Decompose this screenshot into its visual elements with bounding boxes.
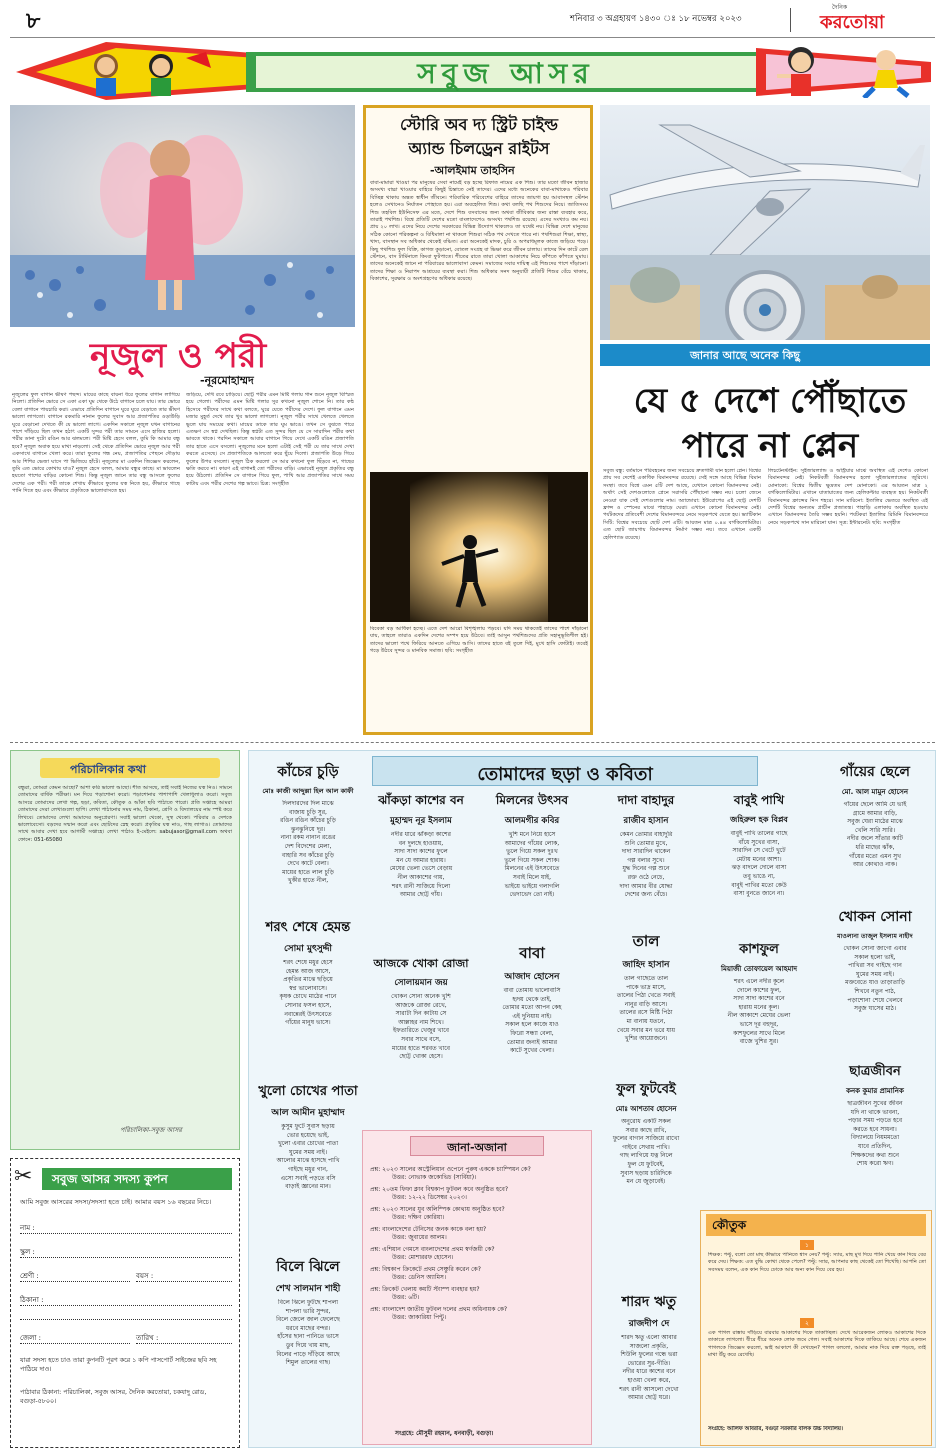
poem-line: পাকে ভাদ্র মাসে, [626, 983, 666, 991]
poem-title: বাবা [519, 944, 545, 962]
poem-line: কাশফুলের সাথে মিলে [733, 1029, 785, 1037]
kids-cartoon-icon [66, 48, 216, 96]
poem-line: কৃষক চোখে মাঠের পানে [279, 993, 337, 1001]
poem-line: ফুলের বাগান সাজিয়ে রাখো [612, 1135, 680, 1143]
poem-block [368, 955, 474, 1062]
poem-line: তোমার মতো আপন কেহ [502, 1004, 562, 1012]
poem-line: আমার ছোট্ট গাঁয়। [399, 891, 443, 899]
poem-author: মাওলানা তাজুল ইসলাম নাহীদ [837, 933, 913, 940]
poem-line: খুশি মনে নিয়ে হাসে [508, 831, 556, 838]
story2-title-line1: স্টোরি অব দ্য স্ট্রিট চাইল্ড [400, 115, 558, 134]
poem-line: দেখে কাটে বেলা। [287, 860, 329, 868]
quiz-question: প্রশ্ন: ২০২৩ সালের যুব অলিম্পিক কোথায় অনুষ্ঠিত হবে? [370, 1206, 505, 1213]
poem-line: বাজায় চুড়ি সুর, [289, 808, 327, 816]
poem-line: খুশির আয়োজনে। [624, 1035, 668, 1043]
poem-line: গাইছে মধুর গান, [288, 1165, 328, 1173]
poem-line: দোলে কাশের ফুল, [737, 986, 781, 994]
coupon-field-district[interactable] [20, 1332, 130, 1344]
poem-line: সবুজ ঘেরা মাঠের মাঝে [847, 818, 903, 826]
poem-line: বিলে জেলে জাল ফেলেছে [276, 1316, 340, 1324]
poem-line: আজকে রোজা রেখে, [395, 1001, 447, 1009]
poem-line: রঙিন রঙিন কাঁচের চুড়ি [280, 817, 336, 825]
poem-lines [254, 1123, 362, 1192]
poem-line: কেমন তোমার বাহাদুরি [619, 831, 673, 838]
poem-line: বিলের পাড়ে দাঁড়িয়ে আছে [276, 1350, 340, 1358]
poem-line: আমাদের গাঁয়ের লোক, [504, 839, 560, 847]
quiz-question: প্রশ্ন: বাংলাদেশ জাতীয় ফুটবল দলের প্রথম অধিনায়ক কে? [370, 1306, 508, 1313]
poem-line: স্বপ্ন ভালোবাসে। [289, 984, 327, 992]
poem-line: খুকীর হাতে নীল, [287, 877, 329, 885]
poem-title: দাদা বাহাদুর [617, 793, 675, 807]
poem-line: শরৎ রানী সাজিয়ে দিলো [391, 882, 451, 890]
poem-author: আলমগীর কবির [504, 816, 560, 826]
poem-block [818, 905, 932, 1014]
poem-author: মো. আল মামুন হোসেন [841, 788, 909, 796]
section-banner [16, 42, 931, 100]
poem-line: বাড়াই জ্ঞানের মান। [285, 1183, 331, 1191]
story2-body-2: বিবেকা বড় আধিকা হচ্ছে। এতে দেশ আরো বিশৃঙ্খলায় পড়বে। যদি সময় থাকতেই তাদের পাশে দাঁড়ানো যায়, তাহলে তারাও একদিন দেশের সম্পদ হয়ে উঠবে। তাই আসুন পথশিশুদের প্রতি সহানুভূতিশীল হই। তাদের ভালো পথে ফিরিয়ে আনতে এগিয়ে আসি। তাদের হাতে বই তুলে দিই, মুখে হাসি ফোটাই। তবেই গড়ে উঠবে সুন্দর ও মানবিক সমাজ। ছবি: সংগৃহীত [370, 626, 588, 655]
poem-line: বিদ্যালয়ে নিয়মমতো [850, 1134, 900, 1142]
jokes-title: কৌতুক [712, 1218, 747, 1232]
poem-line: ঝুনঝুনিয়ে দূর। [290, 825, 326, 833]
quiz-answer: উত্তর: নোভাক জকোভিচ (সার্বিয়া)। [392, 1174, 477, 1181]
logo-name: করতোয়া [820, 12, 885, 33]
coupon-note-1: যারা সদস্য হতে চাও তারা কুপনটি পূরণ করে ১ কপি পাসপোর্ট সাইজের ছবি সহ পাঠিয়ে দাও। [20, 1357, 217, 1373]
poem-line: ভুলে গিয়ে সকল শোক। [504, 856, 560, 864]
poem-line: বিলে ঝিলে ফুটছে শাপলা [277, 1299, 339, 1306]
quiz-answer: উত্তর: মোশাররফ হোসেন। [392, 1254, 454, 1261]
poem-line: ডুব দিয়ে খায় মাছ, [285, 1341, 331, 1349]
fairy-girl-icon [10, 105, 355, 327]
poem-line: ইফতারিতে খেজুর খাবে [393, 1027, 449, 1035]
poem-block [592, 792, 700, 900]
poem-line: যদি না থাকে ভাবনা, [850, 1108, 900, 1116]
editor-note-body: বন্ধুরা, তোমরা কেমন আছো? আশা করি ভালো আছো। শীত আসছে, তাই সবাই নিজের যত্ন নিও। সামনে তোমাদের বার্ষিক পরীক্ষা। মন দিয়ে পড়াশোনা করো। পড়াশোনার পাশাপাশি খেলাধুলাও করো। সবুজ আসরে তোমাদের লেখা গল্প, ছড়া, কবিতা, কৌতুক ও আঁকা ছবি পাঠাতে পারো। প্রতি সপ্তাহে আমরা তোমাদের সেরা লেখাগুলো ছাপি। লেখা পাঠানোর সময় নাম, ঠিকানা, শ্রেণি ও বিদ্যালয়ের নাম স্পষ্ট করে লিখবে। তোমাদের লেখা আমাদের অনুপ্রেরণা। সবাই ভালো থেকো, সুস্থ থেকো। পরিবার ও দেশকে ভালোবেসো। বড়দের সম্মান করো এবং ছোটদের স্নেহ করো। প্রকৃতির যত্ন নাও, গাছ লাগাও। তোমাদের সাথে আবার দেখা হবে আগামী সপ্তাহে। লেখা পাঠাও ই-মেইলে: sabujasor@gmail.com অথবা ফোনে: 051-65080 [18, 785, 232, 843]
quiz-answer: উত্তর: ডেনিস অ্যামিস। [392, 1274, 447, 1281]
coupon-field-date[interactable] [136, 1332, 232, 1344]
poem-line: তালের পিঠা খেতে সবাই [616, 992, 676, 1000]
coupon-field-name[interactable] [20, 1222, 232, 1234]
poems-header: তোমাদের ছড়া ও কবিতা [477, 764, 653, 785]
poem-line: ঝড় বাদলে দোলে বাসা [731, 864, 787, 872]
poem-title: ঝাঁকড়া কাশের বন [378, 793, 464, 807]
poem-line: সকাল হলে কাজে যাও [505, 1021, 559, 1029]
poem-lines [592, 1118, 700, 1187]
poem-lines [604, 1334, 694, 1403]
poem-author: মিয়াজী তোফায়েল আহমাদ [720, 965, 798, 973]
poem-line: বাবুই পাখি তালের গাছে [730, 830, 788, 837]
poem-author: শেখ সালমান শাহী [275, 1284, 341, 1294]
boy-running-cartoon-icon [856, 48, 916, 98]
jokes-credit: সংগ্রহে: আলিফ আবরার, বগুড়া সরকারি বালক উচ্চ বিদ্যালয়। [708, 1426, 843, 1432]
poem-line: নদীর ধারে ঝাঁকড়া কাশের [391, 831, 451, 838]
poem-line: গল্প বলার সুখে। [627, 856, 665, 864]
quiz-question: প্রশ্ন: ২০তম ফিফা ক্লাব বিশ্বকাপ ফুটবল কবে অনুষ্ঠিত হবে? [370, 1186, 509, 1193]
poem-line: নানুর বাড়ি আসে। [624, 1000, 668, 1008]
poem-line: গাঁয়ের মতো এমন সুখ [848, 852, 901, 860]
airplane-photo [600, 105, 930, 340]
joke-number-badge [800, 1318, 814, 1328]
coupon-field-label: বয়স : [136, 1272, 154, 1280]
coupon-note-2: পাঠাবার ঠিকানা: পরিচালিকা, সবুজ আসর, দৈনিক করতোয়া, চকযাদু রোড, বগুড়া-৫৮০০। [20, 1389, 207, 1405]
poem-line: ঘুমের সময় নাই। [856, 970, 894, 978]
poem-line: ভাসে দূর বহুদূর, [739, 1020, 779, 1028]
story3-kicker: জানার আছে অনেক কিছু [690, 349, 800, 362]
poem-line: মায়ের হাতে লাল চুড়ি [282, 868, 334, 876]
poem-title: খুলো চোখের পাতা [258, 1084, 358, 1099]
coupon-field-label: নাম : [20, 1224, 35, 1232]
poem-line: বাসা বুনতে জানে না। [733, 890, 785, 898]
quiz-answer: উত্তর: জাকারিয়া পিন্টু। [392, 1314, 447, 1321]
poem-line: আর কোথাও নাক। [852, 861, 898, 869]
quiz-answer: উত্তর: জুবায়ের আলম। [392, 1234, 447, 1241]
poem-title: মিলনের উৎসব [495, 793, 569, 807]
poem-line: গাঁয়ের ছেলে আমি যে ভাই [843, 801, 907, 808]
poem-author: রাজদীপ দে [628, 1319, 670, 1329]
coupon-field-age[interactable] [136, 1270, 232, 1282]
poem-line: হেমন্ত আজ আসে, [285, 967, 331, 975]
poem-author: সোমা মুৎসুদ্দী [284, 944, 332, 954]
poem-line: রক্ত ওঠে নেচে, [627, 873, 665, 881]
poem-line: দাদা আমার বীর যোদ্ধা [619, 882, 673, 890]
poem-block [254, 1255, 362, 1368]
poem-line: খুলো এবার চোখের পাতা [277, 1140, 339, 1148]
poem-line: ধরি মাছের ঝাঁক, [855, 843, 895, 851]
poem-block [705, 792, 813, 899]
editor-note-sign: পরিচালিকা-সবুজ আসর [120, 1126, 182, 1134]
story3-title-line2: পারে না প্লেন [681, 426, 859, 466]
coupon-field-label: জেলা : [20, 1334, 41, 1342]
poem-line: শুনি তোমার মুখে, [624, 839, 668, 847]
poem-line: শরৎ রানী আসলো দেখো [619, 1385, 679, 1393]
coupon-field-school[interactable] [20, 1246, 232, 1258]
poem-title: শরৎ শেষে হেমন্ত [265, 920, 351, 935]
poem-line: যুদ্ধ দিনের গল্প শুনে [622, 865, 670, 873]
poem-title: শারদ ঋতু [621, 1294, 677, 1310]
quiz-title: জানা-অজানা [447, 1141, 507, 1154]
poem-line: সাদা সাদা কাশের বনে [733, 995, 785, 1003]
poem-line: কাটে সুখের খেলা। [510, 1047, 554, 1055]
quiz-question: প্রশ্ন: বাংলাদেশের টেনিসের জনক কাকে বলা হয়? [370, 1226, 487, 1233]
poem-line: সোনার ফসল হাসে, [284, 1001, 332, 1009]
girl-cartoon-icon [771, 44, 831, 98]
poem-line: বাহারি সব কাঁচের চুড়ি [281, 851, 335, 859]
poem-line: নদীর জলে সাঁতার কাটি [847, 835, 903, 843]
quiz-question: প্রশ্ন: বিশ্বকাপ ক্রিকেটে প্রথম সেঞ্চুরি করেন কে? [370, 1266, 481, 1273]
poem-line: শারদ ঋতু এলো আবার [621, 1334, 677, 1341]
scissors-icon: ✂ [14, 1164, 33, 1189]
poem-line: কুসুম ফুটে সুবাস ছড়ায় [281, 1123, 335, 1130]
poem-lines [818, 945, 932, 1014]
poem-title: আজকে খোকা রোজা [373, 957, 469, 970]
poem-line: ছোট্ট খোকা হেসে। [399, 1053, 443, 1061]
poem-line: দেশের জন্য বেঁচে। [624, 891, 668, 899]
poem-line: শোধ করো ঋণ। [856, 1160, 894, 1168]
joke-number: ২ [805, 1320, 809, 1327]
poem-block [818, 760, 932, 870]
poem-line: মন যে জুড়াবেই। [626, 1178, 666, 1186]
quiz-credit: সংগ্রহে: মৌসুমী রহমান, ধনবাড়ী, বগুড়া। [395, 1430, 494, 1437]
poem-line: সাজলো প্রকৃতি, [629, 1342, 669, 1350]
coupon-field-class[interactable] [20, 1270, 130, 1282]
poem-line: দিলদারদের দিল মাঝে [282, 800, 334, 807]
poem-line: ফিরো সন্ধ্যা বেলা, [510, 1029, 554, 1037]
story2-title-line2: অ্যান্ড চিলড্রেন রাইটস [408, 139, 550, 158]
poem-line: সবুজ ঘাসের মাঠ। [853, 1005, 897, 1013]
poem-block [604, 1290, 694, 1403]
poem-line: গ্রামে আমার বাড়ি, [852, 809, 898, 817]
poem-line: বাঁধে সুখের বাসা, [738, 838, 780, 846]
quiz-answer: উত্তর: ১২-২২ ডিসেম্বর ২০২৩। [392, 1194, 467, 1201]
poem-line: ভুলে গিয়ে সকল দুঃখ [506, 848, 558, 856]
poem-line: পাখিরা সব গাইছে গান [848, 962, 902, 970]
joke-1: শিক্ষক: পল্টু, বলো তো মাছ কীভাবে পানিতে শ্বাস নেয়? পল্টু: স্যার, মাছ মুখ দিয়ে পানি খেয়ে কান দিয়ে বের করে দেয়। শিক্ষক: এত বুদ্ধি কোথা থেকে পেলে? পল্টু: স্যার, আপনার কাছ থেকেই তো শিখেছি। আপনি তো সবসময় বলেন, এক কান দিয়ে ঢোকে আর অন্য কান দিয়ে বের হয়। [708, 1252, 926, 1273]
poem-line: তোমার জন্যই আমার [506, 1038, 558, 1046]
poem-line: আমার ছোট্ট ঘরে। [627, 1394, 671, 1402]
poem-block [705, 940, 813, 1047]
poem-block [480, 942, 584, 1056]
poem-block [480, 792, 584, 900]
poem-title: খোকন সোনা [838, 909, 912, 925]
header-divider [790, 8, 791, 32]
poem-lines [368, 831, 474, 900]
coupon-intro: আমি সবুজ আসরের সদস্য/সদস্যা হতে চাই। আমার বয়স ১৬ বছরের নিচে। [20, 1198, 212, 1206]
staircase-circle [727, 272, 803, 340]
poem-line: ভাইয়ে ভাইয়ে গলাগলি [504, 882, 560, 890]
story3-column-2: লিচটেনস্টাইন: সুইজারল্যান্ড ও অস্ট্রিয়ার মাঝে অবস্থিত এই দেশেও কোনো বিমানবন্দর নেই। নিকটবর্তী বিমানবন্দর হলো সুইজারল্যান্ডের জুরিখে। মোনাকো: বিশ্বের দ্বিতীয় ক্ষুদ্রতম দেশ মোনাকো। এর আয়তন মাত্র ২ বর্গকিলোমিটার। এখানে যাতায়াতের জন্য হেলিকপ্টার ব্যবহৃত হয়। নিকটবর্তী বিমানবন্দর ফ্রান্সের নিস শহরে। সান মারিনো: ইতালির ভেতরে অবস্থিত এই দেশটি বিশ্বের অন্যতম প্রাচীন প্রজাতন্ত্র। পাহাড়ি এলাকায় অবস্থিত হওয়ায় এখানে বিমানবন্দর তৈরি সম্ভব হয়নি। পর্যটকরা ইতালির রিমিনি বিমানবন্দরে নেমে সড়কপথে সান মারিনো যান। সূত্র: ইন্টারনেট। ছবি: সংগৃহীত [768, 468, 928, 526]
poem-title: বাবুই পাখি [733, 793, 785, 807]
poem-title: কাঁচের চুড়ি [277, 764, 339, 780]
poem-author: জাহিদ হাসান [622, 960, 670, 970]
date-line: শনিবার ৩ অগ্রহায়ণ ১৪৩০ ঃ ১৮ নভেম্বর ২০২৩ [570, 14, 742, 24]
poem-line: হাঁসের ছানা পানিতে ভাসে [277, 1333, 339, 1341]
poem-line: সাদা সাদা কাশের ফুলে [394, 848, 448, 856]
poem-lines [705, 830, 813, 899]
fairy-photo [10, 105, 355, 327]
poem-line: মেটায় মনের আশা। [736, 855, 782, 863]
poem-line: হারায় মনের কূল। [738, 1003, 780, 1011]
poem-line: তাল গাছেতে তাল [624, 975, 668, 982]
poem-line: গাঁয়ের মানুষ ভাসে। [285, 1019, 331, 1027]
poem-line: মিলনের এই উৎসবেতে [504, 865, 560, 873]
coupon-field-label: শ্রেণী : [20, 1272, 39, 1280]
poem-line: নীল আকাশে মেঘের ভেলা [727, 1012, 791, 1020]
quiz-answer: উত্তর: ৬টি। [392, 1294, 420, 1301]
poem-line: মন যে আমার হারায়। [396, 856, 446, 864]
poem-line: ভোরের সুর-গীতি। [627, 1359, 671, 1367]
boy-silhouette-icon [370, 472, 588, 622]
poem-line: সুবাস ছড়ায় চারিদিকে [620, 1169, 672, 1177]
poem-line: শাপলা ভারি সুন্দর, [285, 1307, 331, 1315]
poem-line: তালের রসে মিষ্টি পিঠা [619, 1009, 673, 1017]
street-child-photo [370, 472, 588, 622]
coupon-field-address-2[interactable] [20, 1310, 232, 1320]
quiz-answer: উত্তর: দক্ষিণ কোরিয়া। [392, 1214, 445, 1221]
story1-title: নূজুল ও পরী [90, 336, 267, 376]
poem-line: গাছ লাগিয়ে যত্ন নিলে [619, 1152, 673, 1160]
coupon-title: সবুজ আসর সদস্য কুপন [52, 1172, 168, 1186]
story3-column-1: সবুজ বন্ধু: বর্তমানে পরিবহনের জন্য সবচেয়ে দ্রুতগামী যান হলো প্লেন। বিশ্বের প্রায় সব দেশেই একাধিক বিমানবন্দর রয়েছে। সেই সঙ্গে আছে বিভিন্ন বিমান সংস্থা। তবে বিশ্বে এমন ৫টি দেশ আছে, যেখানে কোনো বিমানবন্দর নেই। অর্থাৎ সেই দেশগুলোতে প্লেনে সরাসরি পৌঁছানো সম্ভব নয়। চলো জেনে নেওয়া যাক সেই দেশগুলোর নাম। অ্যান্ডোরা: ইউরোপের এই ছোট্ট দেশটি ফ্রান্স ও স্পেনের মাঝে পাহাড়ে ঘেরা। এখানে কোনো বিমানবন্দর নেই। পর্যটকদের প্রতিবেশী দেশের বিমানবন্দরে নেমে সড়কপথে যেতে হয়। ভ্যাটিকান সিটি: বিশ্বের সবচেয়ে ছোট দেশ এটি। আয়তন মাত্র ০.৪৪ বর্গকিলোমিটার। এত ছোট জায়গায় বিমানবন্দর নির্মাণ সম্ভব নয়। তবে এখানে একটি হেলিপ্যাড রয়েছে। [603, 468, 761, 541]
poem-line: পড়ার সময় পড়তে হবে [847, 1117, 903, 1125]
poem-line: আল্লাহর নাম শিখে। [398, 1018, 444, 1026]
poem-line: আলোর মাঝে হাসছে পাখি [276, 1157, 340, 1165]
poem-author: সোলায়মান জয় [394, 978, 448, 988]
poem-line: নবান্নেরই উৎসবেতে [284, 1010, 332, 1018]
poem-author: আল আমীন মুহাম্মাদ [271, 1108, 345, 1118]
poem-block [592, 930, 700, 1044]
poem-block [254, 918, 362, 1028]
poem-line: খেলি সারি সারি। [855, 826, 895, 834]
coupon-field-label: তারিখ : [136, 1334, 159, 1342]
poem-line: বাবা তোমায় ভালোবাসি [503, 987, 561, 994]
coupon-field-label: ঠিকানা : [20, 1296, 44, 1304]
poem-block [592, 1080, 700, 1187]
poem-line: মেঘের ভেলা ভেসে বেড়ায় [389, 865, 453, 873]
poem-line: শিক্ষকদের কথা শুনে [851, 1151, 899, 1159]
poem-lines [705, 978, 813, 1047]
poem-line: সারাদিন সে খেটে খুটে [732, 847, 786, 855]
poem-line: সারাটা দিন কাটায় সে [395, 1010, 447, 1018]
coupon-field-address[interactable] [20, 1294, 232, 1306]
poem-line: দাদা সারাদিন থাকেন [621, 848, 671, 856]
poem-lines [254, 959, 362, 1028]
quiz-question: প্রশ্ন: ২০২৩ সালের অস্ট্রেলিয়ান ওপেনে পুরুষ এককে চ্যাম্পিয়ন কে? [370, 1166, 531, 1173]
poem-line: ভোর হয়েছে ভাই, [286, 1131, 330, 1139]
poem-lines [480, 831, 584, 900]
poem-line: মা বানায় যতনে, [626, 1017, 666, 1025]
poem-line: শিখবে নতুন পাঠ, [854, 987, 896, 995]
joke-2: এক পাগল রাস্তায় দাঁড়িয়ে বারবার আকাশের দিকে তাকাচ্ছিল। দেখে আরেকজন লোকও আকাশের দিকে তাকাতে লাগলো। ধীরে ধীরে অনেক লোক জমে গেল। সবাই আকাশের দিকে তাকিয়ে আছে। শেষে একজন পাগলকে জিজ্ঞেস করলো, ভাই আকাশে কী দেখছেন? পাগল বললো, আমার নাক দিয়ে রক্ত পড়ছে, তাই মাথা উঁচু করে রেখেছি। [708, 1330, 926, 1359]
airplane-icon [600, 105, 930, 340]
poem-author: আজাদ হোসেন [504, 972, 560, 982]
poem-line: দেশ বিদেশের মেলা, [284, 842, 332, 850]
poem-author: মোঃ কাজী আব্দুল্লা হিল আল কাফী [262, 787, 354, 795]
poem-lines [254, 1299, 362, 1368]
logo-small-text: দৈনিক [832, 4, 848, 11]
poem-title: ছাত্রজীবন [849, 1064, 901, 1079]
poem-line: পড়াশোনা শেষে খেলবে [847, 996, 903, 1004]
story1-author: -নূরমোহাম্মদ [200, 374, 254, 387]
poem-line: ধরবে মাছের বন্দর। [285, 1324, 331, 1332]
story2-author: -আলইমাম তাহসিন [430, 164, 515, 177]
poem-lines [480, 987, 584, 1056]
poem-lines [368, 993, 474, 1062]
poem-line: সবার সাথে বসে, [401, 1035, 441, 1043]
poem-line: এসো সবাই পড়তে বসি [280, 1174, 336, 1182]
poem-line: বাজে খুশির সুর। [739, 1038, 779, 1046]
poem-line: ছাত্রজীবন সুখের জীবন [847, 1100, 903, 1107]
poem-title: বিলে ঝিলে [276, 1259, 340, 1275]
newspaper-logo [802, 2, 942, 36]
poem-block [368, 792, 474, 900]
poem-line: নানা রকম নানান রঙের [280, 834, 336, 842]
poem-title: গাঁয়ের ছেলে [840, 764, 910, 780]
poem-lines [818, 801, 932, 870]
poem-author: মোঃ আশতাব হোসেন [615, 1105, 677, 1113]
poem-line: করতে হবে সাধনা। [853, 1125, 897, 1133]
joke-number-badge [800, 1240, 814, 1250]
section-title: সবুজ আসর [417, 57, 595, 90]
poem-line: এই দুনিয়ায় নাই। [512, 1012, 552, 1020]
poem-line: নদীর ধারে কাশের বনে [622, 1368, 676, 1376]
poem-block [818, 1062, 932, 1169]
story1-column-2: জড়িয়ে, দেখি রবে চাড়িয়ে। ছোট্ট পরীর এমন মিষ্টি গলায় গান শুনে নূজুল বিস্মিত হয়ে গেলো। পরীদের এমন মিষ্টি গলার সুর কখনো নূজুল শোনে নি। তার কন্ঠ হিসেবে পরীদের সাথে কথা বলতে, ঘুরে যেতে পরীদের দেশে। ফুল বাগানে এমন মজার মুহূর্ত দেখে তার খুব ভালো লাগলো। নূজুল পরীর সাথে খেলতে খেলতে ভুলে যায় সময়ের কথা। মায়ের ডাকে তার ঘুম ভাঙে। তখন সে বুঝতে পারে এতক্ষণ সে স্বপ্ন দেখছিল। কিন্তু স্বপ্নটা এত সুন্দর ছিল যে সে সারাদিন পরীর কথা ভাবতে থাকে। পরদিন সকালে আবার বাগানে গিয়ে দেখে একটি রঙিন প্রজাপতি তার হাতে এসে বসলো। নূজুলের মনে হলো এটাই সেই পরী যে তার সাথে দেখা করতে এসেছে। সে প্রজাপতিকে আলতো করে ছুঁয়ে দিলো। প্রজাপতি উড়ে গিয়ে ফুলের উপর বসলো। নূজুল ঠিক করলো সে আর কখনো ফুল ছিঁড়বে না, গাছের ক্ষতি করবে না। কারণ এই বাগানই তো পরীদের বাড়ি। এভাবেই নূজুল প্রকৃতির বন্ধু হয়ে উঠলো। প্রতিদিন সে বাগানে গিয়ে ফুল, পাখি আর প্রজাপতির সাথে সময় কাটায় এবং পরীর দেশের গল্প ভাবে। চিত্র: সংগৃহীত [186, 392, 354, 487]
poem-line: সবাই মিলে যাই, [512, 873, 552, 881]
quiz-question: প্রশ্ন: এশিয়ান গেমসে বাংলাদেশের প্রথম স্বর্ণজয়ী কে? [370, 1246, 495, 1253]
poem-author: জহিরুল হক বিপ্লব [730, 815, 788, 824]
poem-line: সকাল হলো ভাই, [854, 953, 896, 961]
poem-line: হৃদয় থেকে তাই, [512, 995, 552, 1003]
poem-author: মুহাম্মদ নূর ইসলাম [390, 816, 452, 826]
poem-block [254, 1082, 362, 1192]
quiz-list [370, 1162, 586, 1424]
poem-author: রাজীব হাসান [623, 816, 669, 826]
poem-lines [254, 800, 362, 886]
joke-number: ১ [805, 1242, 809, 1249]
poem-lines [592, 975, 700, 1044]
header-rule [10, 37, 935, 38]
poem-block [254, 760, 362, 886]
poem-line: শিউলি ফুলের গন্ধে ভরা [620, 1351, 678, 1359]
poem-line: খেয়ে সবার মন ভরে যায় [616, 1026, 676, 1034]
poem-line: হাওয়া খেলা করে, [627, 1376, 671, 1384]
poem-line: খোকন সোনা অনেক খুশি [391, 993, 451, 1000]
poem-line: তবু ভাঙে না, [743, 872, 775, 880]
section-divider [10, 742, 935, 745]
coupon-field-label: স্কুল : [20, 1248, 35, 1256]
quiz-question: প্রশ্ন: ক্রিকেট খেলায় কয়টি স্ট্যাম্প ব্যবহার হয়? [370, 1286, 480, 1293]
story1-column-1: নূজুলের ফুল বাগান ভীষণ পছন্দ। মায়ের কাছে বায়না ধরে ফুলের বাগান লাগিয়ে নিলো। প্রতিদিন ভোরে সে একা একা ঘুম থেকে উঠে বাগানে চলে যায়। তার ভোরে বেলা বাগানে পায়চারি করা। এভাবে প্রতিদিন বাগানে ঘুরে ঘুরে বেড়াতে তার ভীষণ ভালো লাগতো। বাগানে রকমারি নানান ফুলের সুবাস আর প্রজাপতির ওড়াউড়ি ঘুরে বেড়ানো দেখতে কী যে ভালো লাগে। একদিন সকালে নূজুল যখন বাগানের পাশে দাঁড়িয়ে ছিল তখন হঠাৎ একটি সুন্দর পরী তার সামনে এসে হাজির হলো। পরীর ডানা দুটো রঙিন আর ঝলমলে। পরী মিষ্টি হেসে বলল, তুমি কি আমার বন্ধু হবে? নূজুল অবাক হয়ে মাথা নাড়লো। সেই থেকে প্রতিদিন ভোরে নূজুল আর পরী একসাথে বাগানে খেলা করে। তারা ফুলের গন্ধ নেয়, প্রজাপতির পেছনে দৌড়ায় আর শিশির ভেজা ঘাসে পা ভিজিয়ে হাঁটে। নূজুলের মা একদিন জিজ্ঞেস করলেন, তুমি এত ভোরে কোথায় যাও? নূজুল হেসে বলল, আমার বন্ধুর কাছে। মা ভাবলেন হয়তো পাশের বাড়ির কোনো শিশু। কিন্তু নূজুল জানে তার বন্ধু আসলে ফুলের দেশের এক পরী। পরী তাকে শেখায় কীভাবে ফুলের যত্ন নিতে হয়, কীভাবে গাছে পানি দিতে হয় এবং কীভাবে প্রকৃতিকে ভালোবাসতে হয়। [12, 392, 180, 495]
poem-title: ফুল ফুটবেই [616, 1082, 676, 1097]
poem-line: ঘুমের সময় নাই। [289, 1148, 327, 1156]
poem-line: ফুল যে ফুটবেই, [627, 1160, 665, 1168]
poem-line: শিমুল তালের গাছ। [285, 1359, 331, 1367]
poem-line: গাইবে সেথায় পাখি। [622, 1143, 670, 1151]
poem-line: মক্তবেতে যাও তাড়াতাড়ি [845, 979, 905, 987]
editor-note-title: পরিচালিকার কথা [70, 763, 146, 776]
poem-line: সবার কাছে রাখি, [625, 1126, 667, 1134]
poem-author: কনক কুমার প্রামানিক [846, 1087, 904, 1095]
poem-line: নীল আকাশের গায়, [397, 873, 445, 881]
poem-line: বাবুই পাখির মতো কেউ [731, 881, 787, 889]
poem-lines [592, 831, 700, 900]
poem-line: প্রকৃতির মাঝে ছড়িয়ে [283, 976, 333, 984]
poem-line: বন দুলছে হাওয়ায়, [398, 839, 444, 847]
poem-line: অনুরোধ একটি সকল [621, 1118, 671, 1125]
poem-lines [818, 1100, 932, 1169]
poem-line: শরৎ শেষে মধুর হেসে [283, 959, 333, 966]
poem-line: ভেদাভেদ তো নাই। [509, 891, 555, 899]
poem-line: খোকন সোনা জাগো এবার [843, 945, 907, 952]
poem-line: মায়ের হাতে শরবত খাবে [392, 1044, 450, 1052]
story3-title-line1: যে ৫ দেশে পৌঁছাতে [633, 381, 907, 421]
story2-body: বাবা-মামারা খাওয়া পর মানুষের সেবা নামেই বড় হচ্ছে রিফাত নামের এক শিশু। তার মতো জীবন হাজার অসংখ্য বাচ্চা খাওয়ার বাহিরে কিছুই চিন্তাতে নেই তাদের। এদের মধ্যে অনেকের বাবা-মাথাকেও পরিবার বিচ্ছিন্ন থাকায় অন্তত স্বাধীন জীবনে। পরিবারিক পরিবেশের বাহিরে তাদের জায়গা হয় আবাসস্থল স্টেশন হলেও সেখানেও নির্যাতন পোহাতে হয়। এরা অবহেলিত শিশু। কথা বলছি পথ শিশুদের নিয়ে। জাতিসংঘ শিশু তহবিল ইউনিসেফ এর মতে, দেশে শিশু বসবাসের জন্য অথবা জীবিকার জন্য রাস্তা ব্যবহার করে, তারাই পথশিশু। বিশ্বে প্রতিটি দেশের মতো বাংলাদেশেও অসংখ্য পথশিশু রয়েছে। এদের সংখ্যাও কম নয়। প্রায় ২০ লাখ। এদের নিয়ে দেশের সরকারের বিভিন্ন উদ্যোগ থাকলেও তা যথেষ্ট নয়। বিভিন্ন দেশে মানুষের সঠিক কোনো পরিকল্পনা ও বিধিমালা না থাকলে শিশুরা সঠিক পথ দেখতে পারে না। পথশিশুরা শিক্ষা, স্বাস্থ্য, খাদ্য, বাসস্থান সব অধিকার থেকেই বঞ্চিত। এরা অনেকেই মাদক, চুরি ও অপরাধমূলক কাজে জড়িয়ে পড়ে। কিছু পথশিশু ফুল বিক্রি, কাগজ কুড়ানো, বোতল সংগ্রহ বা ভিক্ষা করে জীবন চালায়। তাদের দিন কাটে রেল স্টেশনে, বাস টার্মিনালে কিংবা ফুটপাতে। শীতের রাতে তারা খোলা আকাশের নিচে কাঁপতে কাঁপতে ঘুমায়। তাদের অনেকেই জানে না পরিবারের ভালোবাসা কেমন। সমাজের সবার দায়িত্ব এই শিশুদের পাশে দাঁড়ানো। তাদের শিক্ষা ও নিরাপদ আশ্রয়ের ব্যবস্থা করা। শিশু অধিকার সনদ অনুযায়ী প্রতিটি শিশুর বেঁচে থাকার, বিকাশের, সুরক্ষার ও অংশগ্রহণের অধিকার রয়েছে। [370, 180, 588, 283]
poem-line: শরৎ এলে নদীর কূলে [733, 978, 785, 985]
poem-title: তাল [632, 932, 660, 950]
poem-title: কাশফুল [739, 942, 779, 957]
page-number: ৮ [26, 8, 41, 34]
poem-line: যাবে প্রতিদিন, [858, 1142, 892, 1150]
